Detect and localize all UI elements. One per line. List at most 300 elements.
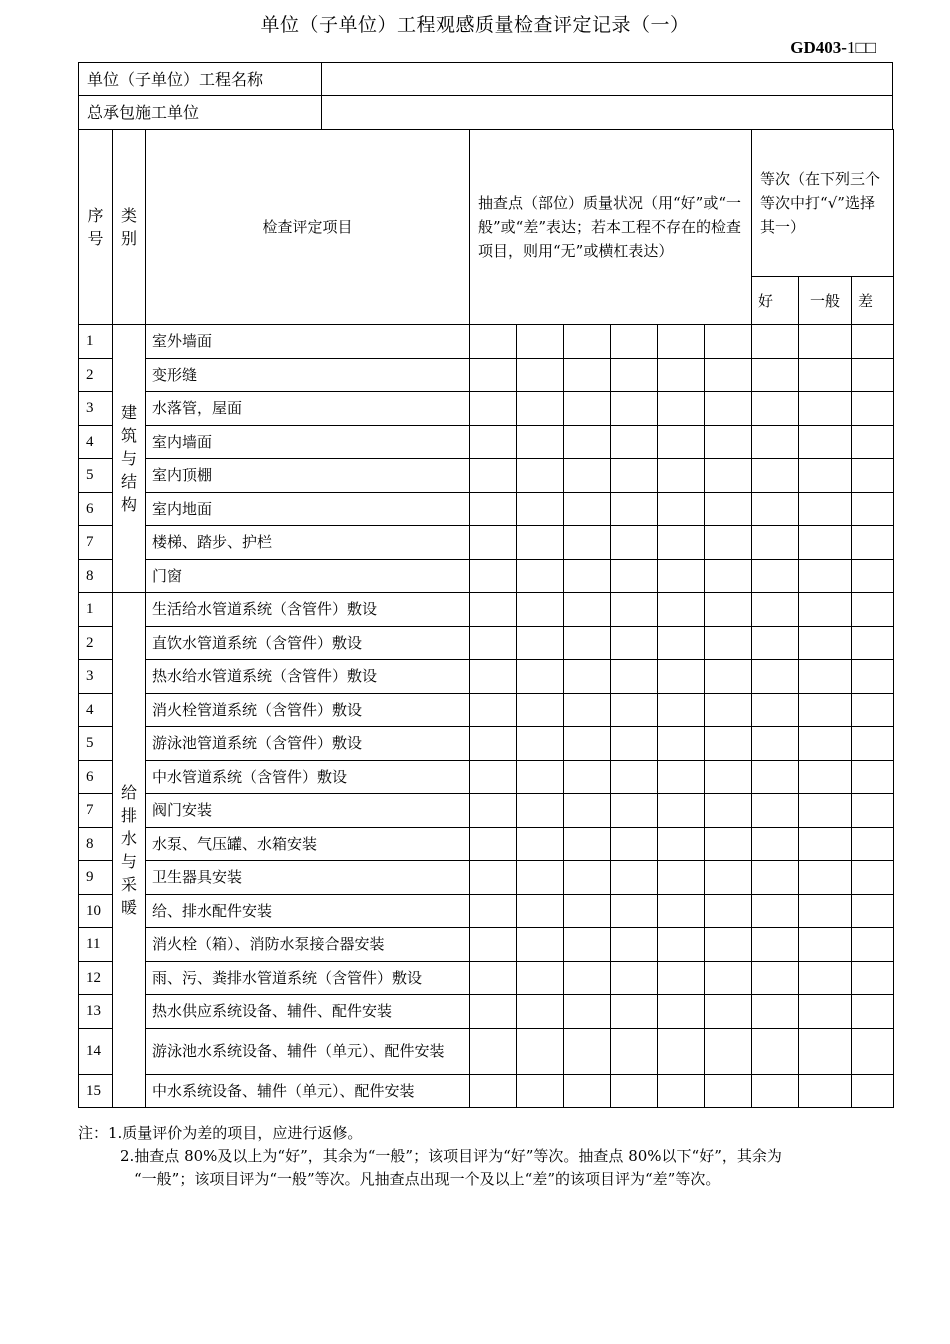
header-grade: 等次（在下列三个等次中打“√”选择其一）: [752, 130, 894, 277]
grade-poor-cell[interactable]: [852, 593, 894, 627]
row-item-name: 消火栓（箱）、消防水泵接合器安装: [146, 928, 470, 962]
grade-general-cell[interactable]: [799, 593, 852, 627]
grade-general-cell[interactable]: [799, 995, 852, 1029]
sampling-cell[interactable]: [564, 995, 611, 1029]
grade-good-cell[interactable]: [752, 794, 799, 828]
sampling-cell[interactable]: [658, 1074, 705, 1108]
note-line-2: 2.抽查点 80%及以上为“好”，其余为“一般”；该项目评为“好”等次。抽查点 80%以下“好”，其余为: [120, 1147, 782, 1165]
grade-general-cell[interactable]: [799, 459, 852, 493]
sampling-cell[interactable]: [705, 794, 752, 828]
sampling-cell[interactable]: [658, 325, 705, 359]
sampling-cell[interactable]: [705, 392, 752, 426]
grade-general-cell[interactable]: [799, 559, 852, 593]
table-row: [79, 760, 894, 794]
sampling-cell[interactable]: [658, 593, 705, 627]
table-row: [79, 526, 894, 560]
grade-poor-cell[interactable]: [852, 392, 894, 426]
grade-good-cell[interactable]: [752, 894, 799, 928]
row-seq: 3: [79, 660, 113, 694]
sampling-cell[interactable]: [564, 626, 611, 660]
grade-good-cell[interactable]: [752, 358, 799, 392]
sampling-cell[interactable]: [658, 1028, 705, 1074]
grade-good-cell[interactable]: [752, 1028, 799, 1074]
row-seq: 6: [79, 760, 113, 794]
grade-poor-cell[interactable]: [852, 894, 894, 928]
table-row: [79, 861, 894, 895]
grade-good-cell[interactable]: [752, 995, 799, 1029]
table-row: [79, 660, 894, 694]
sampling-cell[interactable]: [564, 727, 611, 761]
grade-poor-cell[interactable]: [852, 928, 894, 962]
row-item-name: 室内顶棚: [146, 459, 470, 493]
grade-poor-cell[interactable]: [852, 325, 894, 359]
row-item-name: 游泳池水系统设备、辅件（单元）、配件安装: [146, 1028, 470, 1074]
row-seq: 4: [79, 693, 113, 727]
grade-good-cell[interactable]: [752, 727, 799, 761]
row-seq: 12: [79, 961, 113, 995]
grade-good-cell[interactable]: [752, 928, 799, 962]
sampling-cell[interactable]: [705, 995, 752, 1029]
table-row: [79, 559, 894, 593]
sampling-cell[interactable]: [470, 459, 517, 493]
grade-poor-cell[interactable]: [852, 861, 894, 895]
sampling-cell[interactable]: [564, 325, 611, 359]
sampling-cell[interactable]: [564, 861, 611, 895]
grade-general-cell[interactable]: [799, 928, 852, 962]
header-grade-poor: 差: [852, 277, 894, 325]
sampling-cell[interactable]: [705, 760, 752, 794]
sampling-cell[interactable]: [705, 894, 752, 928]
table-row: [79, 794, 894, 828]
sampling-cell[interactable]: [470, 727, 517, 761]
table-row: [79, 1028, 894, 1074]
sampling-cell[interactable]: [658, 358, 705, 392]
row-seq: 5: [79, 459, 113, 493]
row-seq: 9: [79, 861, 113, 895]
sampling-cell[interactable]: [470, 325, 517, 359]
grade-poor-cell[interactable]: [852, 995, 894, 1029]
sampling-cell[interactable]: [517, 995, 564, 1029]
sampling-cell[interactable]: [705, 693, 752, 727]
sampling-cell[interactable]: [705, 660, 752, 694]
project-name-label: 单位（子单位）工程名称: [79, 63, 322, 96]
row-seq: 5: [79, 727, 113, 761]
grade-good-cell[interactable]: [752, 660, 799, 694]
row-seq: 3: [79, 392, 113, 426]
grade-poor-cell[interactable]: [852, 760, 894, 794]
sampling-cell[interactable]: [517, 358, 564, 392]
note-line-3: “一般”；该项目评为“一般”等次。凡抽查点出现一个及以上“差”的该项目评为“差”等次。: [134, 1170, 721, 1188]
sampling-cell[interactable]: [564, 760, 611, 794]
grade-general-cell[interactable]: [799, 727, 852, 761]
row-seq: 2: [79, 626, 113, 660]
sampling-cell[interactable]: [611, 794, 658, 828]
grade-good-cell[interactable]: [752, 459, 799, 493]
sampling-cell[interactable]: [611, 1028, 658, 1074]
row-seq: 13: [79, 995, 113, 1029]
grade-good-cell[interactable]: [752, 1074, 799, 1108]
project-info-table: [78, 62, 893, 130]
sampling-cell[interactable]: [470, 593, 517, 627]
project-name-field[interactable]: [322, 63, 893, 96]
sampling-cell[interactable]: [705, 425, 752, 459]
row-item-name: 室内墙面: [146, 425, 470, 459]
sampling-cell[interactable]: [611, 727, 658, 761]
sampling-cell[interactable]: [705, 626, 752, 660]
sampling-cell[interactable]: [705, 492, 752, 526]
row-seq: 4: [79, 425, 113, 459]
sampling-cell[interactable]: [564, 392, 611, 426]
sampling-cell[interactable]: [611, 693, 658, 727]
grade-good-cell[interactable]: [752, 827, 799, 861]
row-seq: 8: [79, 827, 113, 861]
sampling-cell[interactable]: [611, 325, 658, 359]
sampling-cell[interactable]: [470, 626, 517, 660]
sampling-cell[interactable]: [517, 861, 564, 895]
sampling-cell[interactable]: [470, 693, 517, 727]
grade-good-cell[interactable]: [752, 861, 799, 895]
sampling-cell[interactable]: [517, 827, 564, 861]
row-item-name: 阀门安装: [146, 794, 470, 828]
sampling-cell[interactable]: [564, 660, 611, 694]
row-item-name: 中水系统设备、辅件（单元）、配件安装: [146, 1074, 470, 1108]
row-seq: 1: [79, 325, 113, 359]
grade-poor-cell[interactable]: [852, 961, 894, 995]
sampling-cell[interactable]: [611, 861, 658, 895]
grade-poor-cell[interactable]: [852, 660, 894, 694]
row-item-name: 水泵、气压罐、水箱安装: [146, 827, 470, 861]
table-row: [79, 827, 894, 861]
sampling-cell[interactable]: [564, 827, 611, 861]
header-grade-good: 好: [752, 277, 799, 325]
grade-general-cell[interactable]: [799, 760, 852, 794]
row-category: [113, 593, 146, 1108]
sampling-cell[interactable]: [517, 1074, 564, 1108]
grade-general-cell[interactable]: [799, 894, 852, 928]
sampling-cell[interactable]: [470, 995, 517, 1029]
sampling-cell[interactable]: [658, 961, 705, 995]
grade-general-cell[interactable]: [799, 1074, 852, 1108]
row-seq: 14: [79, 1028, 113, 1074]
table-row: [79, 358, 894, 392]
sampling-cell[interactable]: [517, 794, 564, 828]
sampling-cell[interactable]: [564, 928, 611, 962]
sampling-cell[interactable]: [611, 559, 658, 593]
sampling-cell[interactable]: [517, 559, 564, 593]
sampling-cell[interactable]: [658, 660, 705, 694]
grade-general-cell[interactable]: [799, 358, 852, 392]
sampling-cell[interactable]: [658, 760, 705, 794]
sampling-cell[interactable]: [564, 794, 611, 828]
row-seq: 2: [79, 358, 113, 392]
table-row: [79, 928, 894, 962]
sampling-cell[interactable]: [517, 425, 564, 459]
sampling-cell[interactable]: [705, 358, 752, 392]
grade-good-cell[interactable]: [752, 559, 799, 593]
row-item-name: 给、排水配件安装: [146, 894, 470, 928]
sampling-cell[interactable]: [611, 459, 658, 493]
table-row: [79, 593, 894, 627]
row-seq: 8: [79, 559, 113, 593]
row-seq: 10: [79, 894, 113, 928]
sampling-cell[interactable]: [470, 492, 517, 526]
sampling-cell[interactable]: [517, 593, 564, 627]
sampling-cell[interactable]: [470, 1074, 517, 1108]
sampling-cell[interactable]: [517, 894, 564, 928]
notes: [78, 1122, 893, 1191]
sampling-cell[interactable]: [611, 827, 658, 861]
table-row: [79, 727, 894, 761]
grade-general-cell[interactable]: [799, 425, 852, 459]
grade-general-cell[interactable]: [799, 693, 852, 727]
sampling-cell[interactable]: [705, 593, 752, 627]
sampling-cell[interactable]: [705, 1028, 752, 1074]
sampling-cell[interactable]: [658, 492, 705, 526]
row-item-name: 生活给水管道系统（含管件）敷设: [146, 593, 470, 627]
sampling-cell[interactable]: [611, 526, 658, 560]
row-item-name: 消火栓管道系统（含管件）敷设: [146, 693, 470, 727]
grade-general-cell[interactable]: [799, 794, 852, 828]
sampling-cell[interactable]: [470, 392, 517, 426]
grade-general-cell[interactable]: [799, 961, 852, 995]
sampling-cell[interactable]: [658, 727, 705, 761]
row-item-name: 直饮水管道系统（含管件）敷设: [146, 626, 470, 660]
sampling-cell[interactable]: [517, 526, 564, 560]
sampling-cell[interactable]: [517, 693, 564, 727]
grade-poor-cell[interactable]: [852, 727, 894, 761]
row-item-name: 游泳池管道系统（含管件）敷设: [146, 727, 470, 761]
sampling-cell[interactable]: [564, 1028, 611, 1074]
sampling-cell[interactable]: [705, 961, 752, 995]
grade-general-cell[interactable]: [799, 660, 852, 694]
sampling-cell[interactable]: [517, 928, 564, 962]
sampling-cell[interactable]: [470, 894, 517, 928]
sampling-cell[interactable]: [658, 626, 705, 660]
grade-good-cell[interactable]: [752, 392, 799, 426]
grade-poor-cell[interactable]: [852, 693, 894, 727]
grade-poor-cell[interactable]: [852, 425, 894, 459]
grade-good-cell[interactable]: [752, 492, 799, 526]
grade-general-cell[interactable]: [799, 827, 852, 861]
header-item: 检查评定项目: [146, 130, 470, 325]
sampling-cell[interactable]: [611, 961, 658, 995]
grade-general-cell[interactable]: [799, 325, 852, 359]
form-code-prefix: GD403-: [790, 38, 847, 57]
sampling-cell[interactable]: [705, 1074, 752, 1108]
row-item-name: 变形缝: [146, 358, 470, 392]
sampling-cell[interactable]: [658, 894, 705, 928]
table-row: [79, 325, 894, 359]
sampling-cell[interactable]: [564, 593, 611, 627]
grade-good-cell[interactable]: [752, 593, 799, 627]
sampling-cell[interactable]: [564, 894, 611, 928]
form-title: 单位（子单位）工程观感质量检查评定记录（一）: [260, 14, 690, 36]
grade-general-cell[interactable]: [799, 492, 852, 526]
sampling-cell[interactable]: [611, 928, 658, 962]
table-row: [79, 961, 894, 995]
sampling-cell[interactable]: [705, 928, 752, 962]
row-seq: 11: [79, 928, 113, 962]
row-item-name: 热水给水管道系统（含管件）敷设: [146, 660, 470, 694]
sampling-cell[interactable]: [611, 995, 658, 1029]
grade-poor-cell[interactable]: [852, 1028, 894, 1074]
sampling-cell[interactable]: [470, 559, 517, 593]
sampling-cell[interactable]: [705, 325, 752, 359]
form-code-suffix: 1□□: [846, 38, 876, 57]
sampling-cell[interactable]: [517, 1028, 564, 1074]
sampling-cell[interactable]: [564, 559, 611, 593]
sampling-cell[interactable]: [564, 526, 611, 560]
sampling-cell[interactable]: [705, 559, 752, 593]
sampling-cell[interactable]: [470, 1028, 517, 1074]
category-label: 建筑与结构: [121, 403, 138, 514]
sampling-cell[interactable]: [611, 1074, 658, 1108]
table-row: [79, 894, 894, 928]
grade-poor-cell[interactable]: [852, 794, 894, 828]
table-row: [79, 995, 894, 1029]
sampling-cell[interactable]: [564, 459, 611, 493]
table-row: [79, 425, 894, 459]
sampling-cell[interactable]: [517, 760, 564, 794]
row-seq: 1: [79, 593, 113, 627]
table-row: [79, 392, 894, 426]
sampling-cell[interactable]: [611, 894, 658, 928]
row-item-name: 卫生器具安装: [146, 861, 470, 895]
grade-poor-cell[interactable]: [852, 559, 894, 593]
row-item-name: 室外墙面: [146, 325, 470, 359]
table-row: [79, 459, 894, 493]
sampling-cell[interactable]: [470, 526, 517, 560]
sampling-cell[interactable]: [658, 526, 705, 560]
sampling-cell[interactable]: [564, 425, 611, 459]
sampling-cell[interactable]: [611, 593, 658, 627]
row-seq: 6: [79, 492, 113, 526]
category-label: 给排水与采暖: [121, 783, 138, 917]
sampling-cell[interactable]: [658, 693, 705, 727]
sampling-cell[interactable]: [705, 526, 752, 560]
sampling-cell[interactable]: [517, 325, 564, 359]
table-row: [79, 1074, 894, 1108]
sampling-cell[interactable]: [470, 861, 517, 895]
sampling-cell[interactable]: [705, 861, 752, 895]
sampling-cell[interactable]: [470, 794, 517, 828]
sampling-cell[interactable]: [658, 995, 705, 1029]
header-grade-general: 一般: [799, 277, 852, 325]
grade-general-cell[interactable]: [799, 392, 852, 426]
contractor-field[interactable]: [322, 96, 893, 130]
sampling-cell[interactable]: [658, 928, 705, 962]
grade-poor-cell[interactable]: [852, 358, 894, 392]
row-item-name: 雨、污、粪排水管道系统（含管件）敷设: [146, 961, 470, 995]
sampling-cell[interactable]: [564, 693, 611, 727]
row-seq: 7: [79, 794, 113, 828]
sampling-cell[interactable]: [658, 794, 705, 828]
grade-general-cell[interactable]: [799, 1028, 852, 1074]
table-row: [79, 492, 894, 526]
grade-good-cell[interactable]: [752, 961, 799, 995]
grade-general-cell[interactable]: [799, 526, 852, 560]
sampling-cell[interactable]: [470, 961, 517, 995]
row-item-name: 中水管道系统（含管件）敷设: [146, 760, 470, 794]
grade-good-cell[interactable]: [752, 760, 799, 794]
header-sampling: 抽查点（部位）质量状况（用“好”或“一般”或“差”表达；若本工程不存在的检查项目，则用“无”或横杠表达）: [470, 130, 752, 325]
sampling-cell[interactable]: [658, 861, 705, 895]
form-code: [790, 38, 876, 58]
grade-poor-cell[interactable]: [852, 1074, 894, 1108]
sampling-cell[interactable]: [517, 660, 564, 694]
sampling-cell[interactable]: [517, 392, 564, 426]
sampling-cell[interactable]: [658, 425, 705, 459]
sampling-cell[interactable]: [658, 459, 705, 493]
header-category: 类别: [113, 130, 146, 325]
sampling-cell[interactable]: [517, 492, 564, 526]
grade-poor-cell[interactable]: [852, 626, 894, 660]
sampling-cell[interactable]: [658, 392, 705, 426]
contractor-label: 总承包施工单位: [79, 96, 322, 130]
sampling-cell[interactable]: [658, 827, 705, 861]
sampling-cell[interactable]: [470, 358, 517, 392]
grade-good-cell[interactable]: [752, 526, 799, 560]
sampling-cell[interactable]: [611, 392, 658, 426]
sampling-cell[interactable]: [611, 626, 658, 660]
grade-good-cell[interactable]: [752, 425, 799, 459]
row-item-name: 楼梯、踏步、护栏: [146, 526, 470, 560]
row-seq: 15: [79, 1074, 113, 1108]
grade-good-cell[interactable]: [752, 325, 799, 359]
header-seq: 序号: [79, 130, 113, 325]
sampling-cell[interactable]: [517, 459, 564, 493]
sampling-cell[interactable]: [611, 358, 658, 392]
sampling-cell[interactable]: [611, 760, 658, 794]
sampling-cell[interactable]: [705, 827, 752, 861]
sampling-cell[interactable]: [470, 760, 517, 794]
sampling-cell[interactable]: [470, 425, 517, 459]
grade-poor-cell[interactable]: [852, 827, 894, 861]
sampling-cell[interactable]: [470, 660, 517, 694]
sampling-cell[interactable]: [564, 492, 611, 526]
sampling-cell[interactable]: [470, 928, 517, 962]
sampling-cell[interactable]: [611, 660, 658, 694]
grade-poor-cell[interactable]: [852, 492, 894, 526]
row-item-name: 水落管，屋面: [146, 392, 470, 426]
sampling-cell[interactable]: [705, 459, 752, 493]
table-row: [79, 693, 894, 727]
sampling-cell[interactable]: [470, 827, 517, 861]
grade-general-cell[interactable]: [799, 626, 852, 660]
sampling-cell[interactable]: [705, 727, 752, 761]
grade-good-cell[interactable]: [752, 626, 799, 660]
sampling-cell[interactable]: [517, 961, 564, 995]
grade-poor-cell[interactable]: [852, 526, 894, 560]
row-category: [113, 325, 146, 593]
grade-good-cell[interactable]: [752, 693, 799, 727]
sampling-cell[interactable]: [611, 492, 658, 526]
sampling-cell[interactable]: [611, 425, 658, 459]
grade-general-cell[interactable]: [799, 861, 852, 895]
sampling-cell[interactable]: [658, 559, 705, 593]
row-seq: 7: [79, 526, 113, 560]
row-item-name: 热水供应系统设备、辅件、配件安装: [146, 995, 470, 1029]
sampling-cell[interactable]: [564, 1074, 611, 1108]
row-item-name: 门窗: [146, 559, 470, 593]
sampling-cell[interactable]: [564, 961, 611, 995]
sampling-cell[interactable]: [564, 358, 611, 392]
grade-poor-cell[interactable]: [852, 459, 894, 493]
sampling-cell[interactable]: [517, 727, 564, 761]
inspection-table: [78, 129, 894, 1108]
sampling-cell[interactable]: [517, 626, 564, 660]
note-line-1: 注：1.质量评价为差的项目，应进行返修。: [78, 1124, 363, 1142]
